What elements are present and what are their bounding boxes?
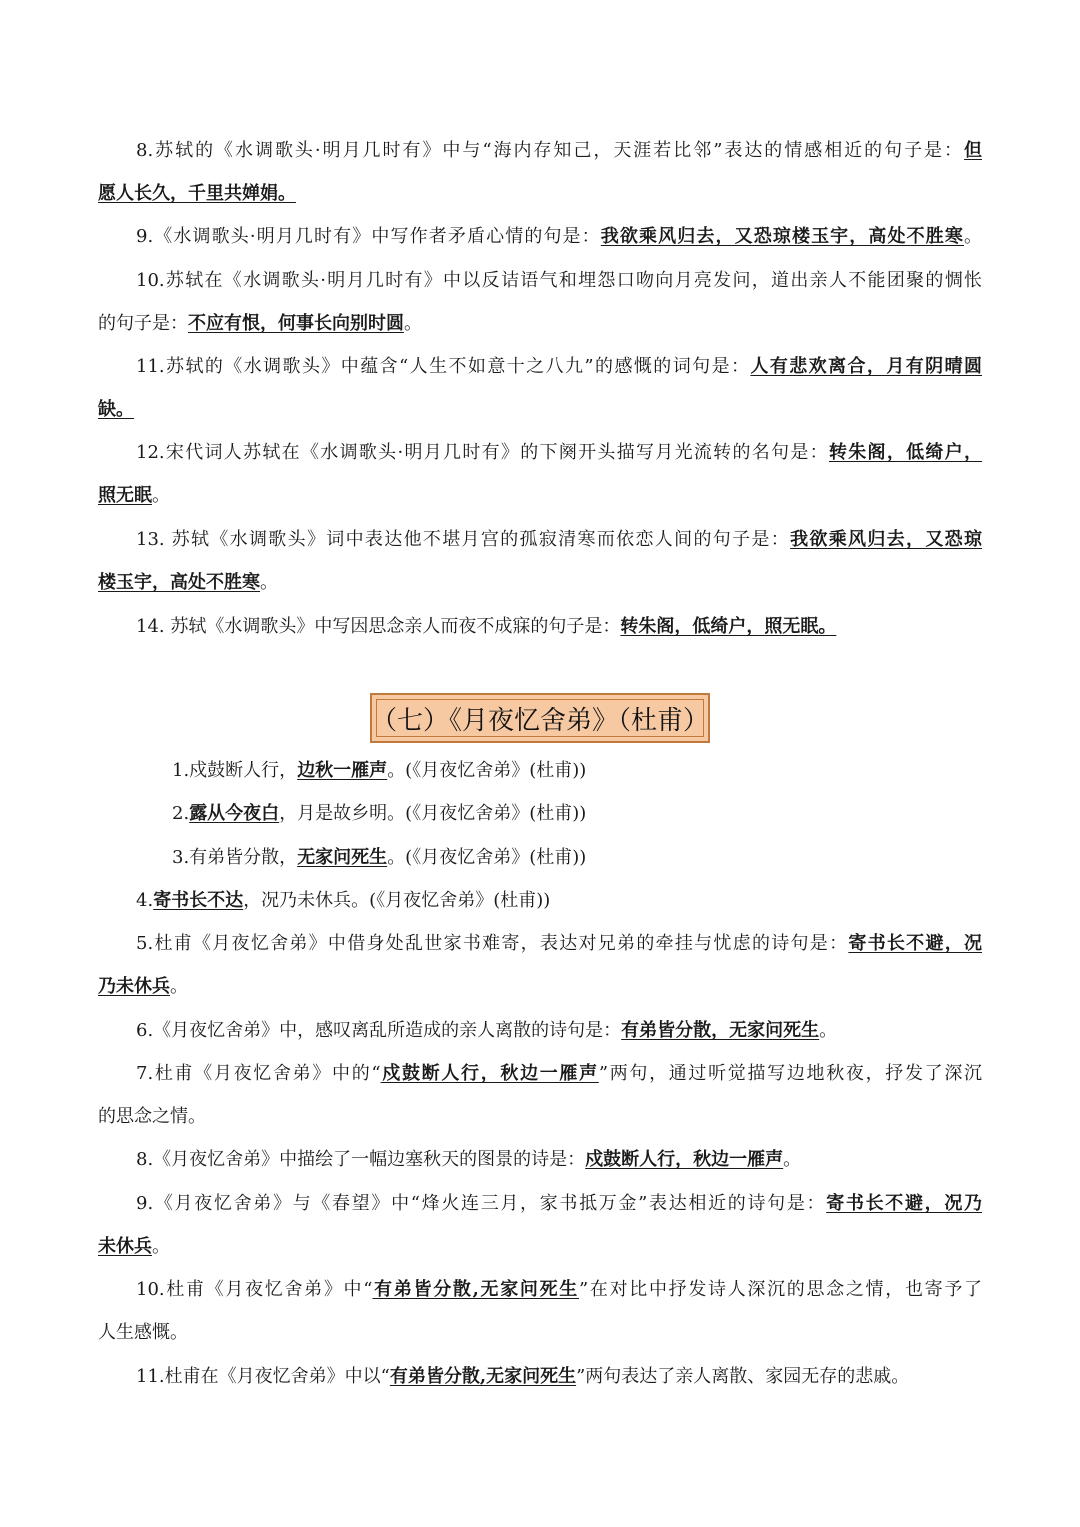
text-line xyxy=(136,224,982,250)
question-text: 10.苏轼在《水调歌头·明月几时有》中以反诘语气和埋怨口吻向月亮发问，道出亲人不能团聚的惆怅 xyxy=(136,270,982,291)
text-line xyxy=(136,1191,982,1217)
answer-text: 戍鼓断人行，秋边一雁声 xyxy=(585,1149,784,1170)
question-text: ，月是故乡明。(《月夜忆舍弟》(杜甫)) xyxy=(279,803,587,824)
question-text: 8.《月夜忆舍弟》中描绘了一幅边塞秋天的图景的诗是： xyxy=(136,1149,586,1170)
question-text: 的句子是： xyxy=(98,313,188,334)
question-text: 8.苏轼的《水调歌头·明月几时有》中与“海内存知己，天涯若比邻”表达的情感相近的句子是： xyxy=(136,140,964,161)
question-text: 2. xyxy=(172,803,190,824)
answer-text: 我欲乘风归去，又恐琼 xyxy=(790,529,982,550)
text-line xyxy=(172,801,586,827)
answer-text: 缺。 xyxy=(98,399,134,420)
text-line xyxy=(136,1147,801,1173)
answer-text: 乃未休兵 xyxy=(98,976,170,997)
text-line xyxy=(98,570,278,596)
question-text: 。(《月夜忆舍弟》(杜甫)) xyxy=(387,760,587,781)
answer-text: 楼玉宇，高处不胜寒 xyxy=(98,572,260,593)
question-text: 9.《月夜忆舍弟》与《春望》中“烽火连三月，家书抵万金”表达相近的诗句是： xyxy=(136,1193,827,1214)
answer-text: 转朱阁，低绮户， xyxy=(828,442,982,463)
text-line xyxy=(136,931,982,957)
section-title-box xyxy=(370,693,710,743)
text-line xyxy=(172,845,586,871)
answer-text: 我欲乘风归去，又恐琼楼玉宇，高处不胜寒 xyxy=(600,226,964,247)
question-text: 。 xyxy=(964,226,982,247)
question-text: 5.杜甫《月夜忆舍弟》中借身处乱世家书难寄，表达对兄弟的牵挂与忧虑的诗句是： xyxy=(136,933,849,954)
question-text: 6.《月夜忆舍弟》中，感叹离乱所造成的亲人离散的诗句是： xyxy=(136,1020,622,1041)
text-line xyxy=(98,1320,188,1346)
answer-text: 有弟皆分散,无家问死生 xyxy=(372,1279,579,1300)
answer-text: 戍鼓断人行，秋边一雁声 xyxy=(380,1063,599,1084)
text-line xyxy=(136,440,982,466)
question-text: 9.《水调歌头·明月几时有》中写作者矛盾心情的句是： xyxy=(136,226,601,247)
text-line xyxy=(98,483,170,509)
question-text: ，况乃未休兵。(《月夜忆舍弟》(杜甫)) xyxy=(243,890,551,911)
text-line xyxy=(98,397,134,423)
answer-text: 照无眠 xyxy=(98,485,152,506)
text-line xyxy=(136,354,982,380)
answer-text: 边秋一雁声 xyxy=(297,760,388,781)
question-text: 11.苏轼的《水调歌头》中蕴含“人生不如意十之八九”的感慨的词句是： xyxy=(136,356,751,377)
answer-text: 露从今夜白 xyxy=(189,803,280,824)
text-line xyxy=(136,1061,982,1087)
text-line xyxy=(98,1104,206,1130)
text-line xyxy=(98,181,296,207)
answer-text: 人有悲欢离合，月有阴晴圆 xyxy=(750,356,983,377)
question-text: 。 xyxy=(152,485,170,506)
question-text: ”在对比中抒发诗人深沉的思念之情，也寄予了 xyxy=(579,1279,983,1300)
question-text: 13. 苏轼《水调歌头》词中表达他不堪月宫的孤寂清寒而依恋人间的句子是： xyxy=(136,529,791,550)
text-line xyxy=(136,1018,837,1044)
question-text: 7.杜甫《月夜忆舍弟》中的“ xyxy=(136,1063,381,1084)
question-text: 。 xyxy=(260,572,278,593)
answer-text: 有弟皆分散,无家问死生 xyxy=(389,1366,577,1387)
answer-text: 愿人长久，千里共婵娟。 xyxy=(98,183,296,204)
question-text: 。 xyxy=(404,313,422,334)
answer-text: 不应有恨，何事长向别时圆 xyxy=(188,313,404,334)
text-line xyxy=(136,527,982,553)
question-text: 。 xyxy=(783,1149,802,1170)
text-line xyxy=(98,311,422,337)
question-text: 12.宋代词人苏轼在《水调歌头·明月几时有》的下阕开头描写月光流转的名句是： xyxy=(136,442,829,463)
answer-text: 寄书长不避，况乃 xyxy=(826,1193,983,1214)
question-text: 。 xyxy=(170,976,188,997)
question-text: 11.杜甫在《月夜忆舍弟》中以“ xyxy=(136,1366,390,1387)
text-line xyxy=(136,888,550,914)
question-text: 。 xyxy=(152,1236,170,1257)
text-line xyxy=(136,614,836,640)
text-line xyxy=(172,758,586,784)
answer-text: 无家问死生 xyxy=(297,847,388,868)
question-text: ”两句表达了亲人离散、家园无存的悲戚。 xyxy=(576,1366,910,1387)
text-line xyxy=(98,974,188,1000)
section-title: （七）《月夜忆舍弟》（杜甫） xyxy=(376,699,704,737)
question-text: 人生感慨。 xyxy=(98,1322,188,1343)
question-text: 4. xyxy=(136,890,154,911)
question-text: 的思念之情。 xyxy=(98,1106,206,1127)
answer-text: 有弟皆分散，无家问死生 xyxy=(621,1020,820,1041)
question-text: 14. 苏轼《水调歌头》中写因思念亲人而夜不成寐的句子是： xyxy=(136,616,621,637)
answer-text: 寄书长不避，况 xyxy=(848,933,983,954)
question-text: 。 xyxy=(819,1020,838,1041)
text-line xyxy=(136,1277,982,1303)
question-text: ”两句，通过听觉描写边地秋夜，抒发了深沉 xyxy=(598,1063,983,1084)
question-text: 。(《月夜忆舍弟》(杜甫)) xyxy=(387,847,587,868)
text-line xyxy=(136,138,982,164)
question-text: 3.有弟皆分散， xyxy=(172,847,298,868)
question-text: 10.杜甫《月夜忆舍弟》中“ xyxy=(136,1279,373,1300)
answer-text: 但 xyxy=(964,140,982,161)
answer-text: 未休兵 xyxy=(98,1236,152,1257)
answer-text: 寄书长不达 xyxy=(153,890,244,911)
answer-text: 转朱阁，低绮户，照无眠。 xyxy=(620,616,837,637)
text-line xyxy=(98,1234,170,1260)
text-line xyxy=(136,1364,909,1390)
text-line xyxy=(136,268,982,294)
question-text: 1.戍鼓断人行， xyxy=(172,760,298,781)
